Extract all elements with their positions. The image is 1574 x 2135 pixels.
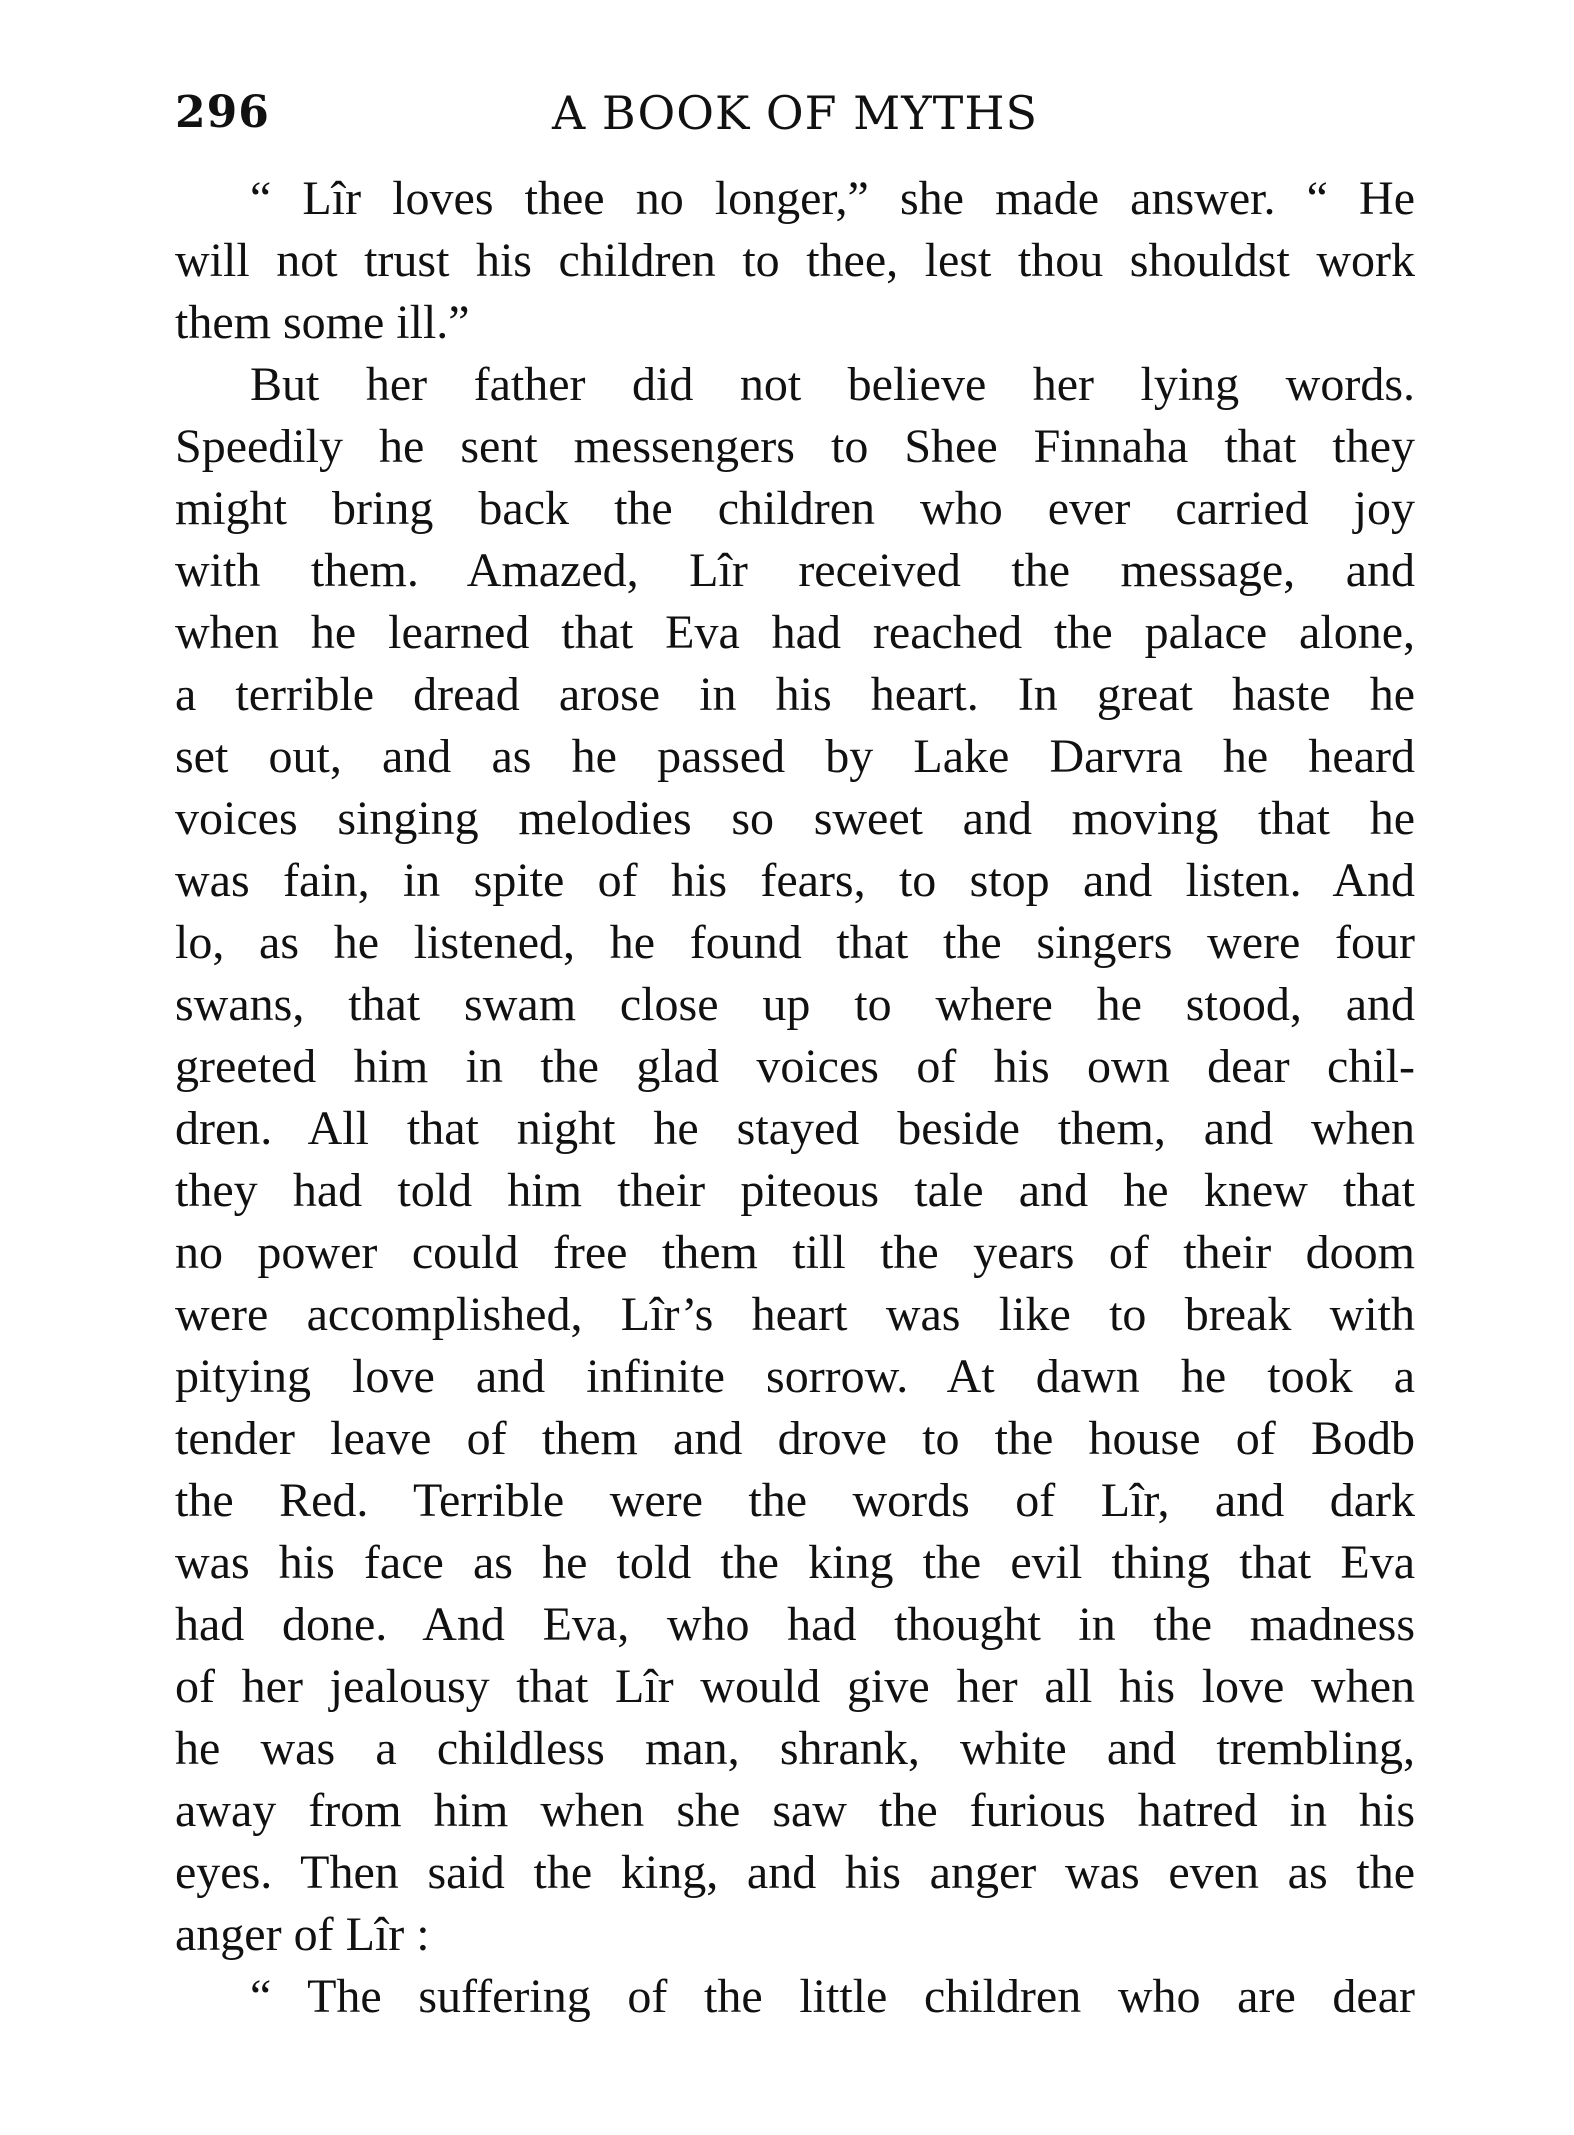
text-line: were accomplished, Lîr’s heart was like to break with bbox=[175, 1288, 1415, 1341]
text-line: eyes. Then said the king, and his anger was even as the bbox=[175, 1846, 1415, 1899]
text-line: might bring back the children who ever carried joy bbox=[175, 482, 1415, 535]
text-line: was his face as he told the king the evil thing that Eva bbox=[175, 1536, 1415, 1589]
text-line: of her jealousy that Lîr would give her all his love when bbox=[175, 1660, 1415, 1713]
text-line: dren. All that night he stayed beside them, and when bbox=[175, 1102, 1415, 1155]
text-line: a terrible dread arose in his heart. In great haste he bbox=[175, 668, 1415, 721]
text-line: they had told him their piteous tale and he knew that bbox=[175, 1164, 1415, 1217]
text-line: was fain, in spite of his fears, to stop and listen. And bbox=[175, 854, 1415, 907]
page-header bbox=[175, 78, 1415, 148]
text-line: them some ill.” bbox=[175, 296, 470, 349]
text-line: when he learned that Eva had reached the palace alone, bbox=[175, 606, 1415, 659]
text-line: pitying love and infinite sorrow. At dawn he took a bbox=[175, 1350, 1415, 1403]
text-line: “ The suffering of the little children who are dear bbox=[250, 1970, 1415, 2023]
text-line: the Red. Terrible were the words of Lîr, and dark bbox=[175, 1474, 1415, 1527]
text-line: away from him when she saw the furious hatred in his bbox=[175, 1784, 1415, 1837]
text-line: set out, and as he passed by Lake Darvra he heard bbox=[175, 730, 1415, 783]
page-number: 296 bbox=[175, 87, 270, 138]
text-line: tender leave of them and drove to the house of Bodb bbox=[175, 1412, 1415, 1465]
text-line: no power could free them till the years of their doom bbox=[175, 1226, 1415, 1279]
text-line: swans, that swam close up to where he stood, and bbox=[175, 978, 1415, 1031]
text-line: Speedily he sent messengers to Shee Finnaha that they bbox=[175, 420, 1415, 473]
text-line: greeted him in the glad voices of his own dear chil- bbox=[175, 1040, 1415, 1093]
running-head: A BOOK OF MYTHS bbox=[552, 86, 1038, 140]
text-line: he was a childless man, shrank, white and trembling, bbox=[175, 1722, 1415, 1775]
text-line: will not trust his children to thee, lest thou shouldst work bbox=[175, 234, 1415, 287]
text-line: voices singing melodies so sweet and moving that he bbox=[175, 792, 1415, 845]
body-text bbox=[175, 168, 1415, 2028]
text-line: lo, as he listened, he found that the singers were four bbox=[175, 916, 1415, 969]
text-line: “ Lîr loves thee no longer,” she made answer. “ He bbox=[250, 172, 1415, 225]
text-line: with them. Amazed, Lîr received the message, and bbox=[175, 544, 1415, 597]
text-line: anger of Lîr : bbox=[175, 1908, 430, 1961]
text-line: But her father did not believe her lying words. bbox=[250, 358, 1415, 411]
text-line: had done. And Eva, who had thought in the madness bbox=[175, 1598, 1415, 1651]
